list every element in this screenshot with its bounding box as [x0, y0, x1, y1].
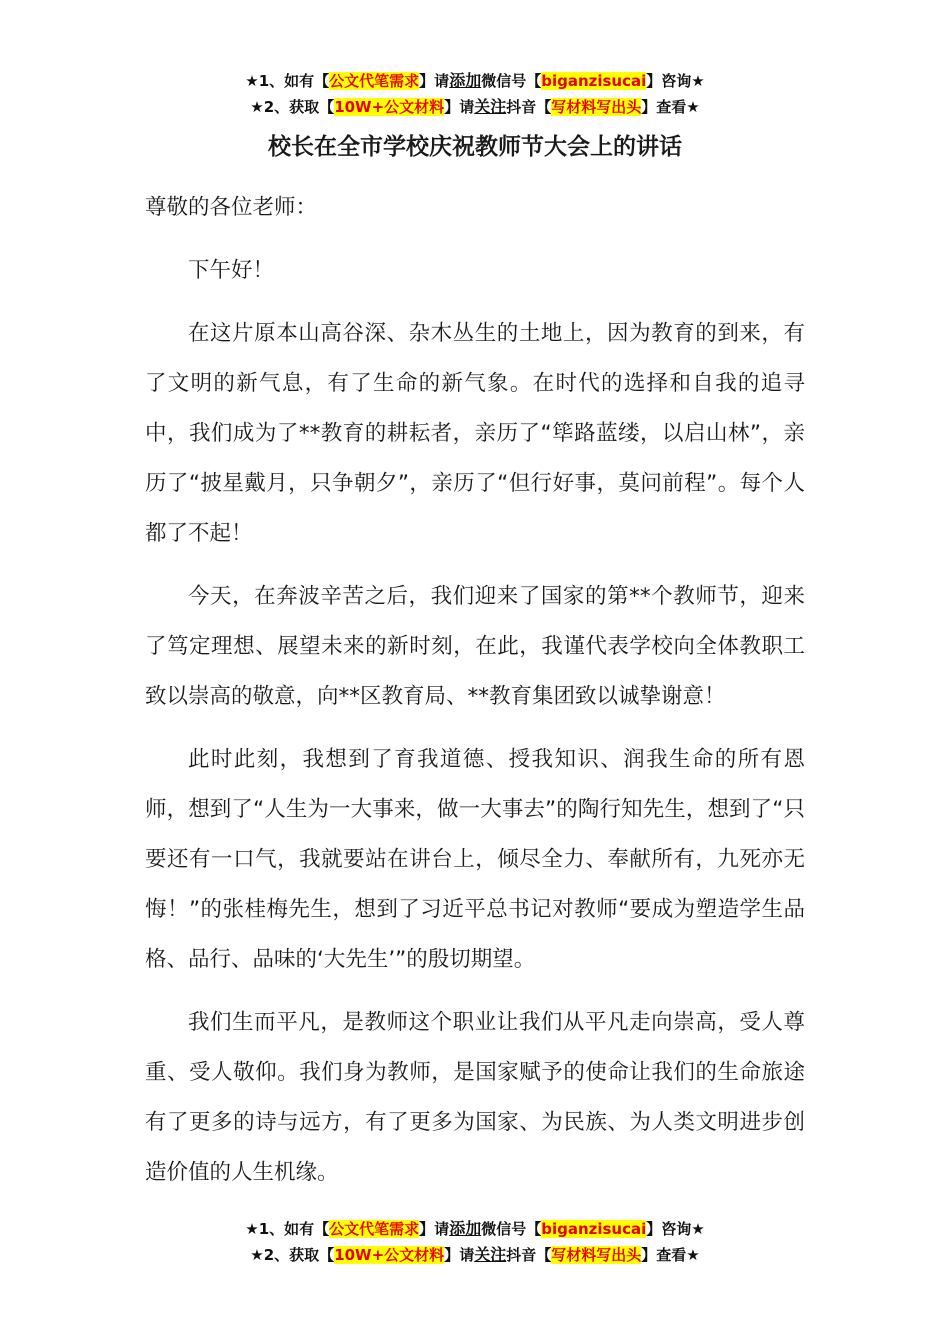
salutation: 尊敬的各位老师：: [145, 195, 318, 220]
promo-line-2: ★2、获取【10W+公文材料】请关注抖音【写材料写出头】查看★: [250, 1245, 700, 1264]
highlight-text: 10W+公文材料: [334, 98, 445, 116]
document-body: [145, 183, 805, 1211]
highlight-text: 公文代笔需求: [329, 72, 420, 90]
underlined-text: 关注: [474, 97, 507, 116]
body-paragraph: 此时此刻，我想到了育我道德、授我知识、润我生命的所有恩师，想到了“人生为一大事来，做一大事去”的陶行知先生，想到了“只要还有一口气，我就要站在讲台上，倾尽全力、奉献所有，九死亦无悔！”的张桂梅先生，想到了习近平总书记对教师“要成为塑造学生品格、品行、品味的‘大先生’”的殷切期望。: [145, 747, 805, 972]
body-paragraph: 我们生而平凡，是教师这个职业让我们从平凡走向崇高，受人尊重、受人敬仰。我们身为教师，是国家赋予的使命让我们的生命旅途有了更多的诗与远方，有了更多为国家、为民族、为人类文明进步创造价值的人生机缘。: [145, 1010, 805, 1185]
header-promo-banner: [0, 68, 950, 120]
highlight-text: 公文代笔需求: [329, 1220, 420, 1238]
douyin-id-highlight: 写材料写出头: [551, 1246, 642, 1264]
highlight-text: 10W+公文材料: [334, 1246, 445, 1264]
promo-line-2: ★2、获取【10W+公文材料】请关注抖音【写材料写出头】查看★: [250, 97, 700, 116]
greeting: 下午好！: [188, 258, 275, 283]
douyin-id-highlight: 写材料写出头: [551, 98, 642, 116]
underlined-text: 关注: [474, 1245, 507, 1264]
footer-promo-banner: [0, 1216, 950, 1268]
promo-line-1: ★1、如有【公文代笔需求】请添加微信号【biganzisucai】咨询★: [245, 71, 705, 90]
body-paragraph: 在这片原本山高谷深、杂木丛生的土地上，因为教育的到来，有了文明的新气息，有了生命的新气象。在时代的选择和自我的追寻中，我们成为了**教育的耕耘者，亲历了“筚路蓝缕，以启山林”，亲历了“披星戴月，只争朝夕”，亲历了“但行好事，莫问前程”。每个人都了不起！: [145, 321, 805, 546]
underlined-text: 添加: [449, 1219, 482, 1238]
body-paragraph: 今天，在奔波辛苦之后，我们迎来了国家的第**个教师节，迎来了笃定理想、展望未来的新时刻，在此，我谨代表学校向全体教职工致以崇高的敬意，向**区教育局、**教育集团致以诚挚谢意！: [145, 584, 805, 709]
promo-line-1: ★1、如有【公文代笔需求】请添加微信号【biganzisucai】咨询★: [245, 1219, 705, 1238]
wechat-id-highlight: biganzisucai: [541, 72, 647, 90]
underlined-text: 添加: [449, 71, 482, 90]
wechat-id-highlight: biganzisucai: [541, 1220, 647, 1238]
document-title: 校长在全市学校庆祝教师节大会上的讲话: [268, 134, 682, 160]
